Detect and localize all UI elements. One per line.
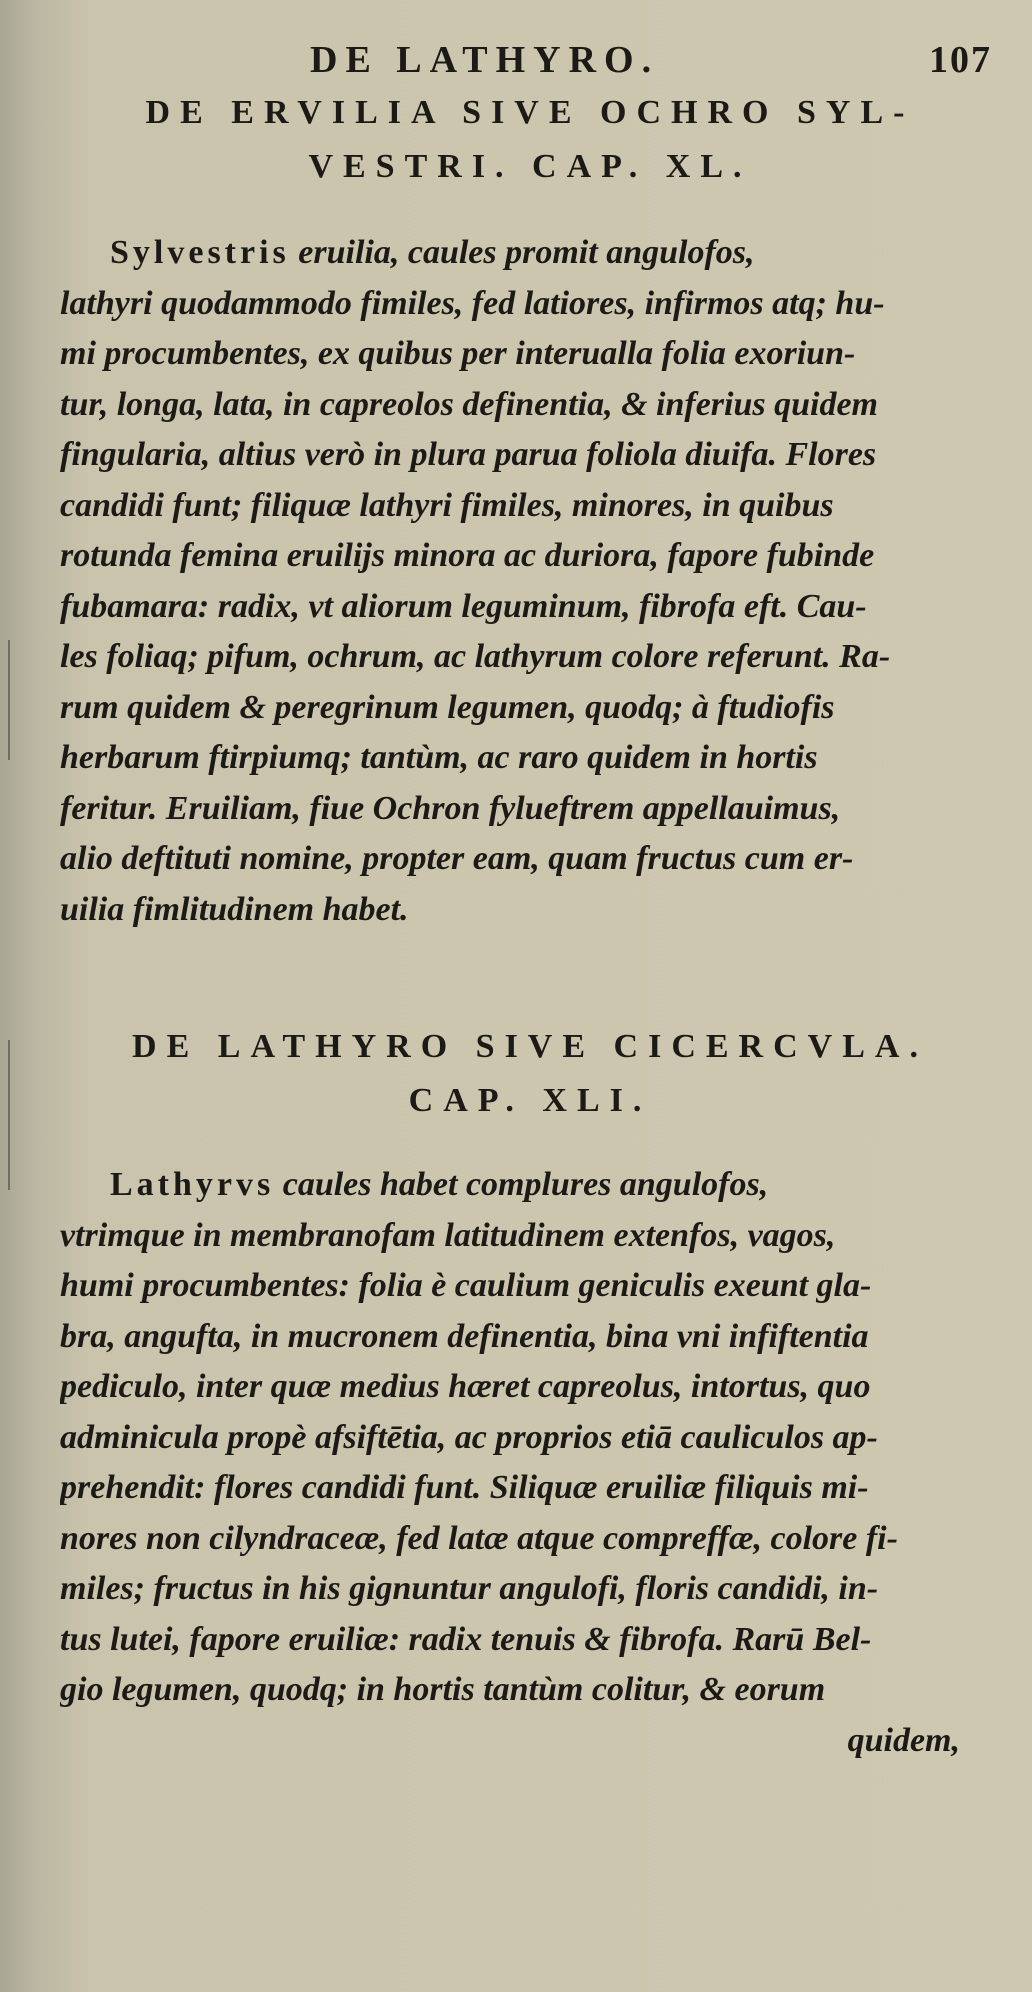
text-line: herbarum ftirpiumq; tantùm, ac raro quidem in hortis: [60, 739, 818, 776]
chapter-41-heading: [80, 1020, 980, 1128]
chapter-40-text: [60, 228, 990, 935]
chapter-40-title-line-2: VESTRI. CAP. XL.: [308, 148, 752, 185]
text-line: feritur. Eruiliam, fiue Ochron fylueftrem appellauimus,: [60, 789, 841, 827]
text-line: nores non cilyndraceæ, fed latæ atque compreffæ, colore fi-: [60, 1519, 898, 1557]
text-line: fubamara: radix, vt aliorum leguminum, fibrofa eft. Cau-: [60, 587, 867, 625]
text-line: pediculo, inter quæ medius hæret capreolus, intortus, quo: [60, 1368, 871, 1405]
text-line: vtrimque in membranofam latitudinem extenfos, vagos,: [60, 1216, 836, 1254]
text-line: prehendit: flores candidi funt. Siliquæ eruiliæ filiquis mi-: [60, 1469, 869, 1506]
text-line: Lathyrvs caules habet complures angulofos,: [110, 1166, 769, 1203]
text-line: gio legumen, quodq; in hortis tantùm colitur, & eorum: [60, 1671, 826, 1708]
text-line: rotunda femina eruiliјs minora ac duriora, fapore fubinde: [60, 537, 875, 574]
text-line: rum quidem & peregrinum legumen, quodq; à ftudiofis: [60, 688, 835, 726]
text-line: humi procumbentes: folia è caulium geniculis exeunt gla-: [60, 1267, 872, 1304]
text-line: adminicula propè afsiftētia, ac proprios etiā cauliculos ap-: [60, 1418, 878, 1456]
initial-word: Lathyrvs: [110, 1166, 275, 1203]
gutter-shadow: [8, 640, 10, 760]
text-line: uilia fimlitudinem habet.: [60, 890, 409, 928]
running-title: DE LATHYRO.: [310, 39, 660, 81]
page-header: [310, 38, 992, 88]
text-line: les foliaq; pifum, ochrum, ac lathyrum colore referunt. Ra-: [60, 638, 891, 675]
text-line: fingularia, altius verò in plura parua foliola diuifa. Flores: [60, 436, 877, 473]
page-number: 107: [929, 39, 992, 81]
chapter-40-heading: [80, 86, 980, 194]
text-line: tur, longa, lata, in capreolos definentia, & inferius quidem: [60, 385, 878, 423]
text-line: alio deftituti nomine, propter eam, quam fructus cum er-: [60, 840, 854, 877]
chapter-41-title-line-1: DE LATHYRO SIVE CICERCVLA.: [132, 1028, 928, 1065]
text-line: mi procumbentes, ex quibus per interualla folia exoriun-: [60, 335, 856, 372]
text-line: miles; fructus in his gignuntur angulofi, floris candidi, in-: [60, 1570, 879, 1607]
chapter-41-text: [60, 1160, 990, 1766]
chapter-40-title-line-1: DE ERVILIA SIVE OCHRO SYL-: [145, 94, 915, 131]
text-line: bra, angufta, in mucronem definentia, bina vni infiftentia: [60, 1317, 869, 1355]
catchword: quidem,: [847, 1721, 960, 1759]
gutter-shadow: [8, 1040, 10, 1190]
chapter-41-title-line-2: CAP. XLI.: [408, 1082, 652, 1119]
text-line: lathyri quodammodo fimiles, fed latiores, infirmos atq; hu-: [60, 284, 885, 322]
text-line: candidi funt; filiquæ lathyri fimiles, minores, in quibus: [60, 486, 834, 524]
initial-word: Sylvestris: [110, 234, 290, 271]
text-line: Sylvestris eruilia, caules promit angulofos,: [110, 234, 755, 271]
text-line: tus lutei, fapore eruiliæ: radix tenuis & fibrofa. Rarū Bel-: [60, 1620, 872, 1658]
